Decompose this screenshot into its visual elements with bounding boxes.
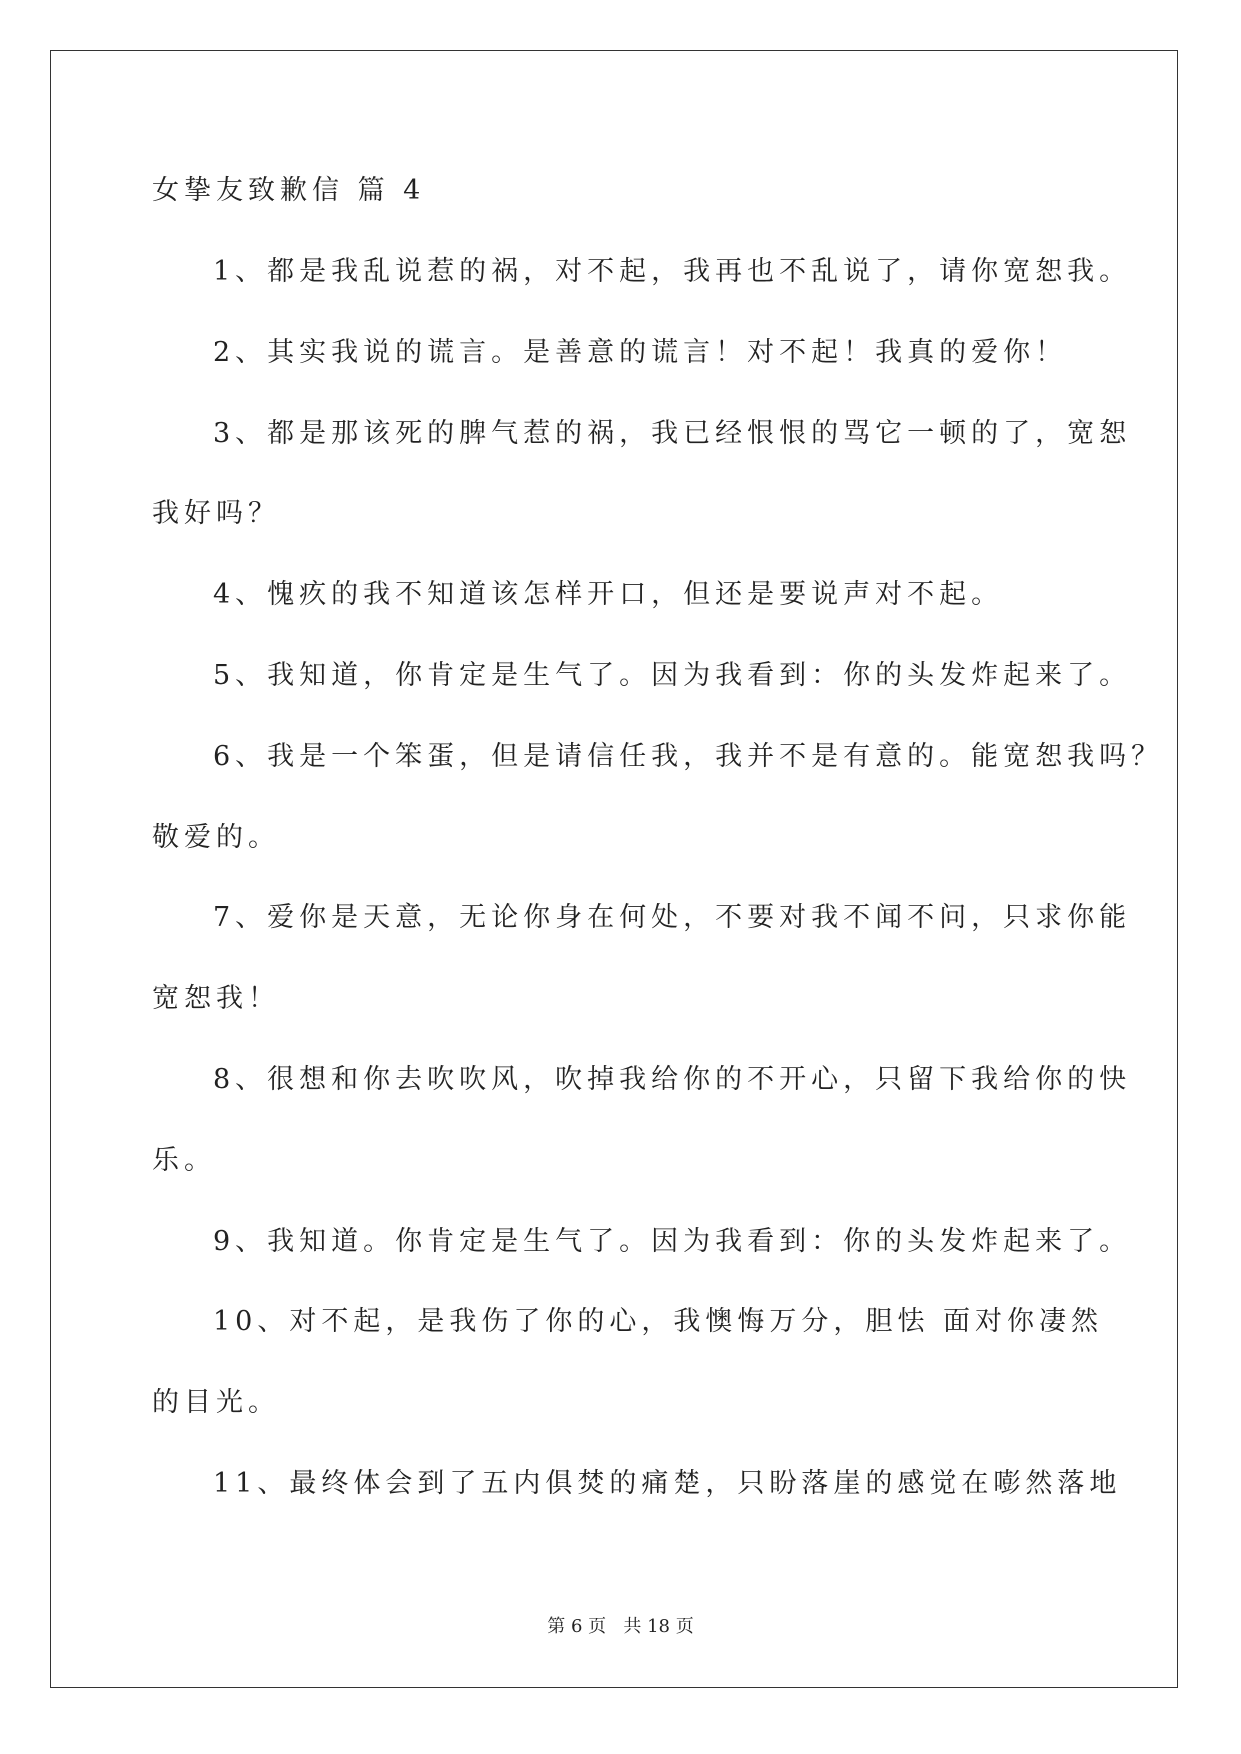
page-border xyxy=(50,50,1178,1688)
paragraph-line: 我好吗？ xyxy=(152,498,280,529)
paragraph-line: 宽恕我！ xyxy=(152,983,280,1014)
paragraph-line: 8、很想和你去吹吹风，吹掉我给你的不开心，只留下我给你的快 xyxy=(213,1064,1132,1095)
paragraph-line: 7、爱你是天意，无论你身在何处，不要对我不闻不问，只求你能 xyxy=(213,902,1132,933)
paragraph-line: 9、我知道。你肯定是生气了。因为我看到：你的头发炸起来了。 xyxy=(213,1226,1132,1257)
paragraph-line: 11、最终体会到了五内俱焚的痛楚，只盼落崖的感觉在嘭然落地 xyxy=(213,1468,1122,1499)
paragraph-line: 5、我知道，你肯定是生气了。因为我看到：你的头发炸起来了。 xyxy=(213,660,1132,691)
paragraph-line: 2、其实我说的谎言。是善意的谎言！对不起！我真的爱你！ xyxy=(213,337,1068,368)
section-heading: 女挚友致歉信 篇 4 xyxy=(152,175,426,206)
page-number-footer: 第 6 页 共 18 页 xyxy=(547,1616,694,1637)
paragraph-line: 6、我是一个笨蛋，但是请信任我，我并不是有意的。能宽恕我吗？ xyxy=(213,741,1164,772)
paragraph-line: 敬爱的。 xyxy=(152,822,280,853)
paragraph-line: 乐。 xyxy=(152,1145,216,1176)
paragraph-line: 4、愧疚的我不知道该怎样开口，但还是要说声对不起。 xyxy=(213,579,1004,610)
paragraph-line: 的目光。 xyxy=(152,1387,280,1418)
paragraph-line: 3、都是那该死的脾气惹的祸，我已经恨恨的骂它一顿的了，宽恕 xyxy=(213,418,1132,449)
paragraph-line: 10、对不起，是我伤了你的心，我懊悔万分，胆怯 面对你凄然 xyxy=(213,1306,1103,1337)
paragraph-line: 1、都是我乱说惹的祸，对不起，我再也不乱说了，请你宽恕我。 xyxy=(213,256,1132,287)
